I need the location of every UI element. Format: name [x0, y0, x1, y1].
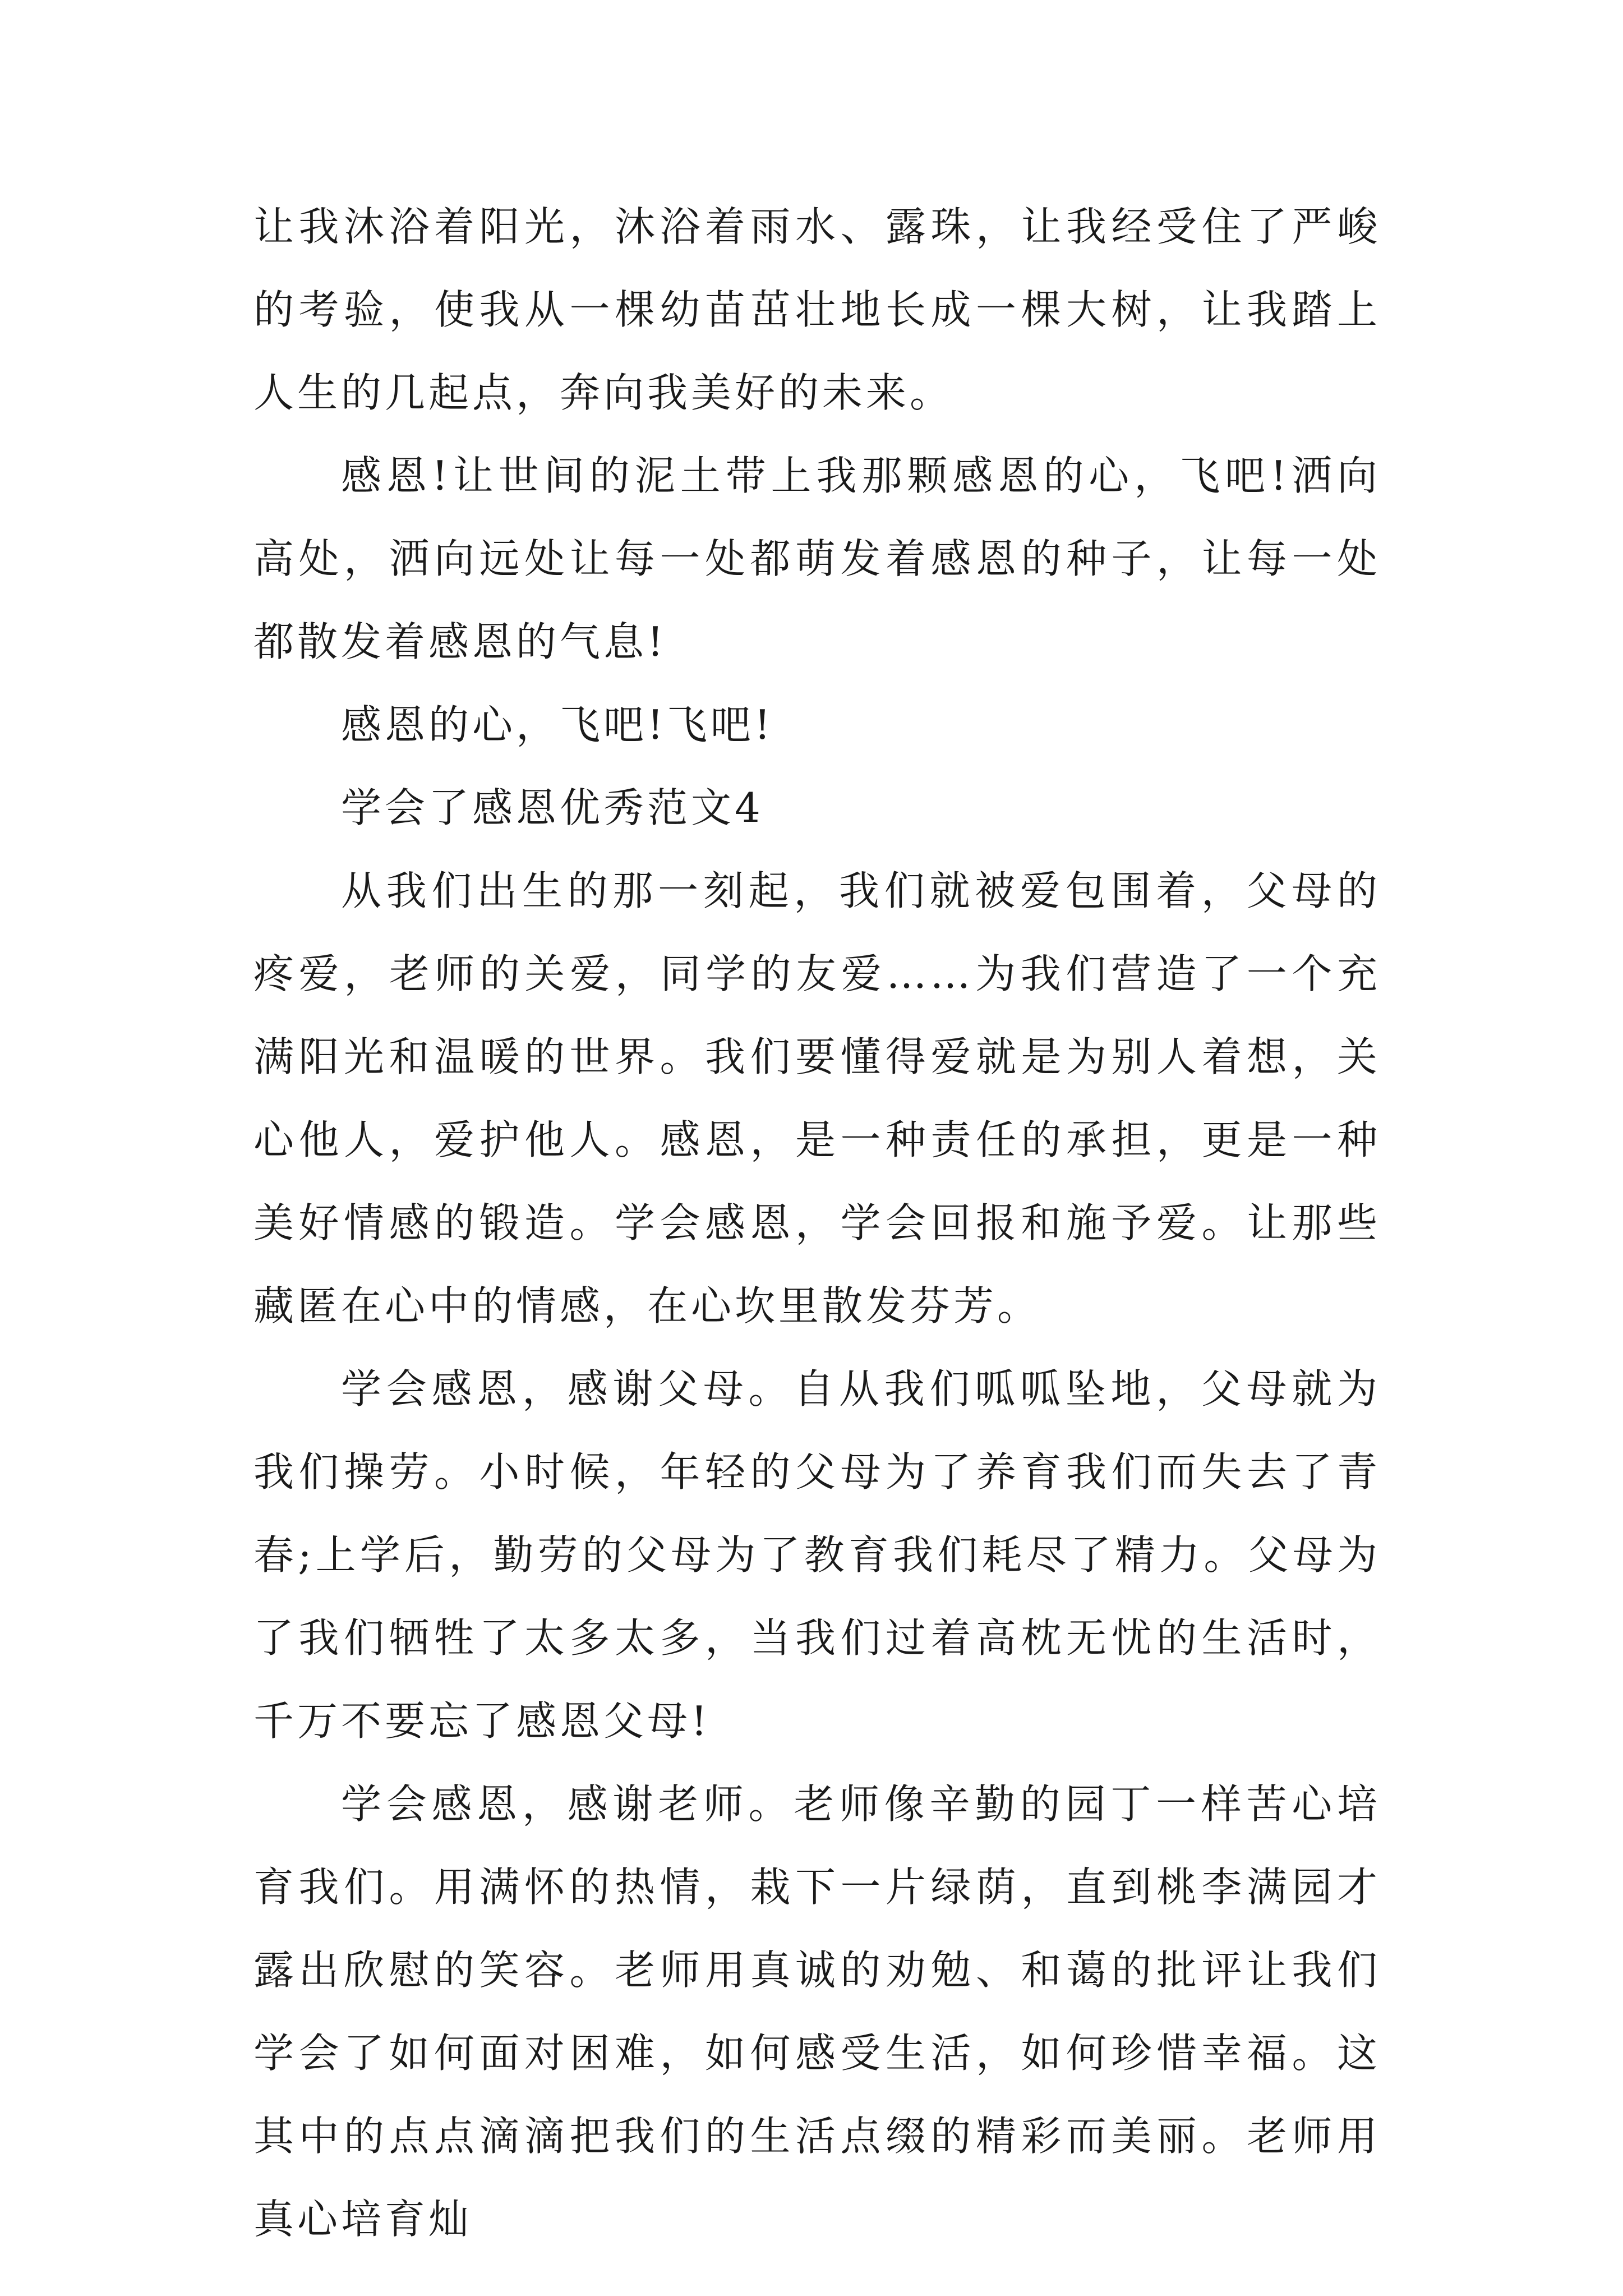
paragraph-5: 从我们出生的那一刻起，我们就被爱包围着，父母的疼爱，老师的关爱，同学的友爱……为我们营造了一个充满阳光和温暖的世界。我们要懂得爱就是为别人着想，关心他人，爱护他人。感恩，是一种责任的承担，更是一种美好情感的锻造。学会感恩，学会回报和施予爱。让那些藏匿在心中的情感，在心坎里散发芬芳。: [253, 867, 1381, 1329]
section-heading: 学会了感恩优秀范文4: [341, 784, 764, 831]
paragraph-3: 感恩的心，飞吧!飞吧!: [341, 701, 774, 748]
paragraph-7: 学会感恩，感谢老师。老师像辛勤的园丁一样苦心培育我们。用满怀的热情，栽下一片绿荫，直到桃李满园才露出欣慰的笑容。老师用真诚的劝勉、和蔼的批评让我们学会了如何面对困难，如何感受生活，如何珍惜幸福。这其中的点点滴滴把我们的生活点缀的精彩而美丽。老师用真心培育灿: [253, 1780, 1381, 2243]
paragraph-1: 让我沐浴着阳光，沐浴着雨水、露珠，让我经受住了严峻的考验，使我从一棵幼苗茁壮地长成一棵大树，让我踏上人生的几起点，奔向我美好的未来。: [253, 203, 1381, 416]
document-body: [253, 185, 1381, 2261]
paragraph-6: 学会感恩，感谢父母。自从我们呱呱坠地，父母就为我们操劳。小时候，年轻的父母为了养育我们而失去了青春;上学后，勤劳的父母为了教育我们耗尽了精力。父母为了我们牺牲了太多太多，当我们过着高枕无忧的生活时，千万不要忘了感恩父母!: [253, 1365, 1381, 1745]
paragraph-2: 感恩!让世间的泥土带上我那颗感恩的心，飞吧!洒向高处，洒向远处让每一处都萌发着感恩的种子，让每一处都散发着感恩的气息!: [253, 452, 1381, 665]
